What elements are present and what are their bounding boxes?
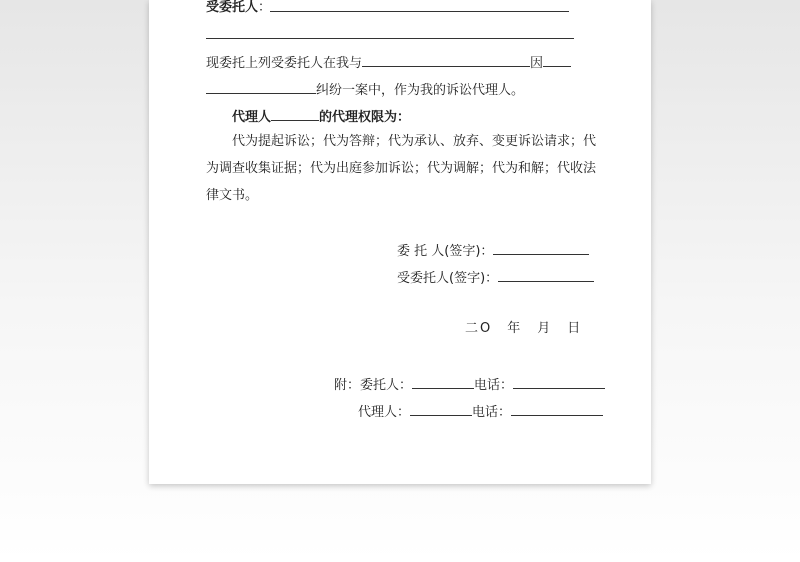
attach-principal-label: 附：委托人： <box>334 378 413 393</box>
para1-line1 <box>206 53 571 72</box>
agent-scope-b: 的代理权限为： <box>319 110 411 125</box>
agent-name-blank <box>271 107 319 121</box>
trustee-underline <box>270 11 569 12</box>
principal-sign-row <box>397 241 589 260</box>
attach-principal-phone-label: 电话： <box>474 378 514 393</box>
attach-principal-phone-blank <box>513 375 605 389</box>
trustee-sign-blank <box>498 268 594 282</box>
attach-agent-phone-blank <box>511 402 603 416</box>
agent-scope-heading <box>232 107 410 126</box>
attach-principal-row <box>334 375 605 394</box>
attach-agent-phone-label: 电话： <box>472 405 512 420</box>
case-blank <box>206 80 316 94</box>
trustee-sign-row <box>397 268 594 287</box>
trustee-label: 受委托人 <box>206 0 259 15</box>
para1-text-a: 现委托上列受委托人在我与 <box>206 56 363 71</box>
para1-line2 <box>206 80 524 99</box>
trustee-row <box>206 0 271 16</box>
date: 二O 年 月 日 <box>465 321 583 336</box>
attach-agent-label: 代理人： <box>358 405 411 420</box>
trustee-sign-label: 受委托人(签字)： <box>397 271 499 286</box>
attach-agent-blank <box>410 402 472 416</box>
scope-line-2: 为调查收集证据；代为出庭参加诉讼；代为调解；代为和解；代收法 <box>206 161 597 176</box>
scope-line-3: 律文书。 <box>206 188 259 203</box>
opponent-blank <box>362 53 530 67</box>
attach-agent-row <box>358 402 603 421</box>
attach-principal-blank <box>412 375 474 389</box>
agent-scope-a: 代理人 <box>232 110 272 125</box>
para1-text-b: 因 <box>530 56 544 71</box>
scope-line-1: 代为提起诉讼；代为答辩；代为承认、放弃、变更诉讼请求；代 <box>232 134 597 149</box>
reason-blank <box>543 53 571 67</box>
principal-sign-blank <box>493 241 589 255</box>
document-page <box>149 0 651 484</box>
trustee-colon: ： <box>258 0 272 15</box>
blank-line <box>206 38 574 39</box>
principal-sign-label: 委 托 人(签字)： <box>397 244 494 259</box>
para1-text-c: 纠纷一案中，作为我的诉讼代理人。 <box>316 83 525 98</box>
